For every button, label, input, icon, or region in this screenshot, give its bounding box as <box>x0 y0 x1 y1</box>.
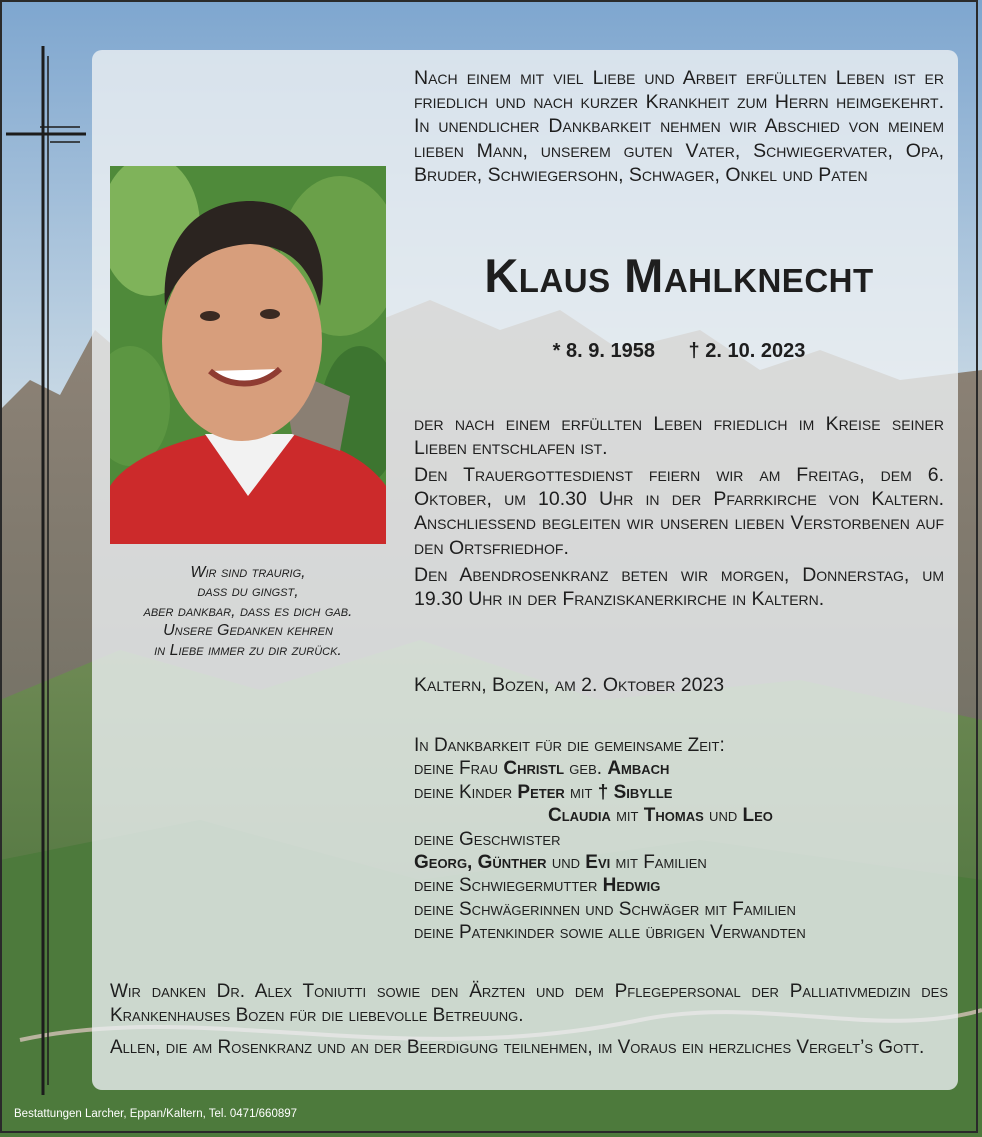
family-line: deine Frau Christl geb. Ambach <box>414 758 670 780</box>
funeral-home-credit: Bestattungen Larcher, Eppan/Kaltern, Tel. 0471/660897 <box>14 1108 298 1120</box>
family-line: deine Patenkinder sowie alle übrigen Verwandten <box>414 922 806 944</box>
deceased-name: Klaus Mahlknecht <box>484 249 874 302</box>
quote-line: in Liebe immer zu dir zurück. <box>154 641 342 659</box>
family-line: Georg, Günther und Evi mit Familien <box>414 852 707 874</box>
intro-text: Nach einem mit viel Liebe und Arbeit erfüllten Leben ist er friedlich und nach kurzer Krankheit zum Herrn heimgekehrt. In unendlicher Dankbarkeit nehmen wir Abschied von meinem lieben Mann, unserem guten Vater, Schwiegervater, Opa, Bruder, Schwiegersohn, Schwager, Onkel und Paten <box>414 67 944 186</box>
cross-icon <box>0 0 90 1137</box>
family-line: deine Schwägerinnen und Schwäger mit Familien <box>414 898 796 920</box>
quote-line: aber dankbar, dass es dich gab. <box>143 602 353 620</box>
thanks-doctors-text: Wir danken Dr. Alex Toniutti sowie den Ärzten und dem Pflegepersonal der Palliativmedizin des Krankenhauses Bozen für die liebevolle Betreuung. <box>110 981 948 1026</box>
quote-line: dass du gingst, <box>197 583 299 601</box>
thanks-attendees-text: Allen, die am Rosenkranz und an der Beerdigung teilnehmen, im Voraus ein herzliches Vergelt’s Gott. <box>110 1037 925 1058</box>
family-line: deine Kinder Peter mit † Sibylle <box>414 781 673 803</box>
portrait-photo <box>110 166 386 544</box>
life-dates <box>414 340 944 363</box>
rosary-text: Den Abendrosenkranz beten wir morgen, Donnerstag, um 19.30 Uhr in der Franziskanerkirche in Kaltern. <box>414 564 944 611</box>
place-and-date: Kaltern, Bozen, am 2. Oktober 2023 <box>414 674 725 696</box>
family-line: deine Geschwister <box>414 828 561 850</box>
quote-line: Unsere Gedanken kehren <box>163 622 333 640</box>
death-date: † 2. 10. 2023 <box>688 340 806 362</box>
family-list <box>414 734 954 945</box>
memorial-quote <box>100 563 396 660</box>
funeral-service-text: Den Trauergottesdienst feiern wir am Freitag, dem 6. Oktober, um 10.30 Uhr in der Pfarrkirche von Kaltern. Anschliessend begleiten wir unseren lieben Verstorbenen auf den Ortsfriedhof. <box>414 464 944 559</box>
family-line: deine Schwiegermutter Hedwig <box>414 875 661 897</box>
passing-text: der nach einem erfüllten Leben friedlich im Kreise seiner Lieben entschlafen ist. <box>414 413 944 460</box>
family-line: Claudia mit Thomas und Leo <box>548 805 773 827</box>
quote-line: Wir sind traurig, <box>190 564 306 581</box>
family-line: In Dankbarkeit für die gemeinsame Zeit: <box>414 735 725 756</box>
birth-date: * 8. 9. 1958 <box>552 340 655 362</box>
